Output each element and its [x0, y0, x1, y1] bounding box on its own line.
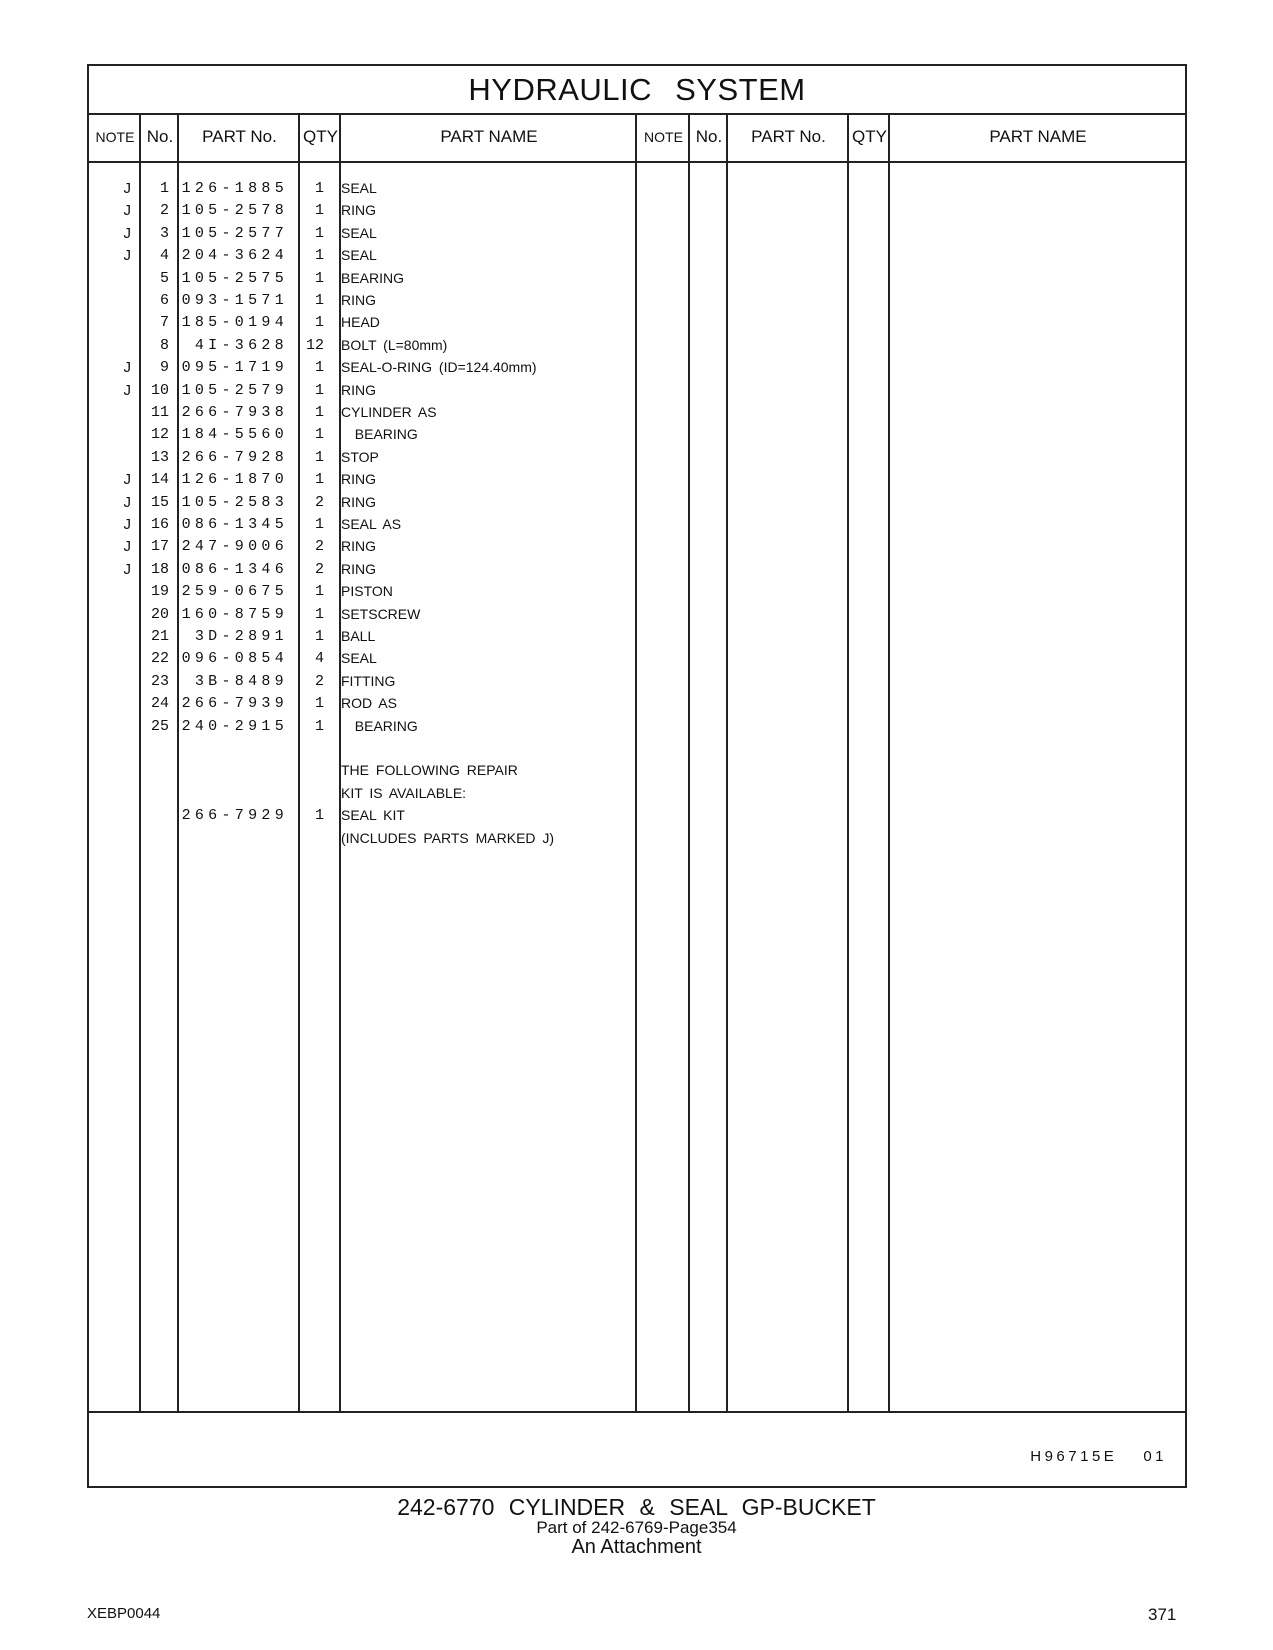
item-number-cell	[142, 759, 169, 782]
table-row	[89, 244, 669, 267]
quantity-cell	[294, 827, 324, 850]
header-no-right: No.	[695, 127, 723, 146]
table-row	[89, 759, 669, 782]
note-cell	[89, 804, 131, 827]
part-number-cell	[181, 782, 288, 805]
part-name-cell: CYLINDER AS	[341, 404, 437, 420]
table-row	[89, 737, 669, 760]
note-cell	[89, 737, 131, 760]
part-name-cell: RING	[341, 471, 376, 488]
note-cell: J	[123, 538, 131, 556]
table-header-row	[89, 113, 1185, 163]
item-number-cell	[142, 827, 169, 850]
part-number-cell: 266-7938	[181, 404, 288, 421]
note-cell	[89, 603, 131, 626]
drawing-revision: 01	[1143, 1448, 1167, 1465]
parts-list-body	[89, 163, 1185, 1411]
part-name-cell: RING	[341, 381, 376, 398]
table-row	[89, 379, 669, 402]
note-cell: J	[123, 224, 131, 242]
note-cell	[89, 715, 131, 738]
note-cell	[89, 423, 131, 446]
part-name-cell	[341, 737, 671, 760]
part-number-cell: 266-7929	[181, 807, 288, 825]
part-number-cell: 105-2575	[181, 269, 288, 287]
part-number-cell: 086-1345	[181, 516, 288, 533]
table-row	[89, 827, 669, 850]
note-cell: J	[123, 180, 131, 197]
item-number-cell: 17	[150, 538, 169, 556]
item-number-cell: 20	[150, 605, 169, 623]
quantity-cell: 1	[314, 314, 324, 332]
drawing-number: H96715E	[1030, 1448, 1118, 1465]
part-name-cell: BEARING	[341, 269, 405, 286]
table-row	[89, 267, 669, 290]
quantity-cell: 2	[314, 560, 324, 578]
quantity-cell: 1	[314, 516, 324, 533]
item-number-cell: 16	[150, 516, 169, 533]
table-row	[89, 446, 669, 469]
part-number-cell	[181, 759, 288, 782]
item-number-cell: 11	[150, 404, 169, 421]
header-note-right: NOTE	[644, 129, 683, 145]
note-cell	[89, 401, 131, 424]
table-row	[89, 199, 669, 222]
part-name-cell: PISTON	[341, 583, 393, 600]
quantity-cell: 1	[314, 247, 324, 265]
group-title: 242-6770 CYLINDER & SEAL GP-BUCKET	[397, 1494, 876, 1520]
part-name-cell: HEAD	[341, 314, 380, 331]
part-number-cell	[181, 827, 288, 850]
note-cell	[89, 334, 131, 357]
part-name-cell: FITTING	[341, 672, 396, 689]
table-row	[89, 603, 669, 626]
item-number-cell	[142, 804, 169, 827]
quantity-cell: 12	[305, 336, 324, 354]
note-cell	[89, 647, 131, 670]
note-cell	[89, 311, 131, 334]
quantity-cell: 1	[314, 695, 324, 713]
item-number-cell: 25	[150, 717, 169, 735]
table-row	[89, 513, 669, 536]
quantity-cell: 1	[314, 807, 324, 825]
table-row	[89, 647, 669, 670]
table-row	[89, 334, 669, 357]
item-number-cell: 23	[150, 672, 169, 690]
drawing-code	[1030, 1448, 1167, 1465]
note-cell	[89, 670, 131, 693]
quantity-cell: 1	[314, 292, 324, 309]
note-cell: J	[123, 381, 131, 399]
table-row	[89, 715, 669, 738]
table-row	[89, 535, 669, 558]
table-row	[89, 692, 669, 715]
part-name-cell: KIT IS AVAILABLE:	[341, 784, 467, 801]
note-cell: J	[123, 493, 131, 511]
header-note-left: NOTE	[95, 129, 135, 145]
note-cell	[89, 625, 131, 648]
table-row	[89, 625, 669, 648]
part-name-cell: THE FOLLOWING REPAIR	[341, 762, 518, 779]
note-cell	[89, 782, 131, 805]
note-cell	[89, 580, 131, 603]
quantity-cell: 1	[314, 224, 324, 242]
note-cell: J	[123, 560, 131, 578]
table-row	[89, 222, 669, 245]
part-number-cell	[181, 737, 288, 760]
header-part-no-right: PART No.	[751, 127, 826, 146]
part-number-cell: 3B-8489	[194, 672, 288, 690]
quantity-cell: 1	[314, 404, 324, 421]
item-number-cell: 10	[150, 381, 169, 399]
quantity-cell: 1	[314, 269, 324, 287]
item-number-cell: 7	[159, 314, 169, 332]
part-number-cell: 105-2577	[181, 224, 288, 242]
part-number-cell: 086-1346	[181, 560, 288, 578]
part-number-cell: 160-8759	[181, 605, 288, 623]
part-number-cell: 105-2579	[181, 381, 288, 399]
header-qty-right: QTY	[852, 127, 887, 146]
part-name-cell: RING	[341, 560, 376, 577]
item-number-cell: 3	[159, 224, 169, 242]
part-name-cell: (INCLUDES PARTS MARKED J)	[341, 829, 555, 846]
quantity-cell	[294, 782, 324, 805]
part-name-cell: ROD AS	[341, 695, 397, 712]
part-number-cell: 240-2915	[181, 717, 288, 735]
part-number-cell: 126-1885	[181, 180, 288, 197]
table-row	[89, 423, 669, 446]
part-number-cell: 184-5560	[181, 426, 288, 444]
note-cell	[89, 267, 131, 290]
table-row	[89, 491, 669, 514]
note-cell	[89, 759, 131, 782]
page-number: 371	[1148, 1605, 1177, 1624]
part-number-cell: 185-0194	[181, 314, 288, 332]
table-row	[89, 289, 669, 312]
note-cell	[89, 692, 131, 715]
quantity-cell: 2	[314, 672, 324, 690]
item-number-cell: 4	[159, 247, 169, 265]
quantity-cell: 1	[314, 583, 324, 601]
table-row	[89, 177, 669, 200]
item-number-cell: 5	[159, 269, 169, 287]
quantity-cell: 2	[314, 493, 324, 511]
part-name-cell: SEAL-O-RING (ID=124.40mm)	[341, 359, 537, 376]
item-number-cell: 18	[150, 560, 169, 578]
part-number-cell: 095-1719	[181, 359, 288, 377]
table-row	[89, 401, 669, 424]
quantity-cell: 1	[314, 717, 324, 735]
item-number-cell: 15	[150, 493, 169, 511]
table-row	[89, 558, 669, 581]
quantity-cell: 1	[314, 381, 324, 399]
item-number-cell: 13	[150, 448, 169, 466]
part-number-cell: 093-1571	[181, 292, 288, 309]
item-number-cell: 24	[150, 695, 169, 713]
part-name-cell: RING	[341, 493, 376, 510]
table-row	[89, 311, 669, 334]
part-name-cell: SETSCREW	[341, 605, 421, 622]
quantity-cell: 1	[314, 471, 324, 489]
note-cell: J	[123, 247, 131, 265]
part-name-cell: SEAL	[341, 247, 377, 264]
note-cell	[89, 446, 131, 469]
quantity-cell: 1	[314, 605, 324, 623]
item-number-cell	[142, 737, 169, 760]
table-row	[89, 670, 669, 693]
quantity-cell: 1	[314, 448, 324, 466]
note-cell: J	[123, 202, 131, 220]
note-cell: J	[123, 471, 131, 489]
header-part-name-right: PART NAME	[989, 127, 1087, 146]
part-number-cell: 105-2578	[181, 202, 288, 220]
part-name-cell: RING	[341, 292, 376, 308]
part-number-cell: 266-7928	[181, 448, 288, 466]
part-name-cell: SEAL	[341, 180, 377, 196]
header-qty-left: QTY	[303, 127, 338, 146]
part-name-cell: SEAL KIT	[341, 807, 405, 824]
item-number-cell: 1	[159, 180, 169, 197]
item-number-cell: 14	[150, 471, 169, 489]
table-row	[89, 580, 669, 603]
part-name-cell: SEAL	[341, 650, 377, 667]
document-id: XEBP0044	[87, 1605, 161, 1622]
note-cell: J	[123, 516, 131, 533]
quantity-cell: 1	[314, 359, 324, 377]
quantity-cell	[294, 737, 324, 760]
item-number-cell: 9	[159, 359, 169, 377]
part-number-cell: 105-2583	[181, 493, 288, 511]
part-number-cell: 096-0854	[181, 650, 288, 668]
note-cell	[89, 289, 131, 312]
table-row	[89, 804, 669, 827]
quantity-cell: 4	[314, 650, 324, 668]
quantity-cell	[294, 759, 324, 782]
part-name-cell: BALL	[341, 628, 376, 644]
part-number-cell: 259-0675	[181, 583, 288, 601]
quantity-cell: 1	[314, 180, 324, 197]
quantity-cell: 1	[314, 202, 324, 220]
table-row	[89, 468, 669, 491]
part-name-cell: STOP	[341, 448, 379, 465]
part-number-cell: 266-7939	[181, 695, 288, 713]
item-number-cell: 19	[150, 583, 169, 601]
part-number-cell: 126-1870	[181, 471, 288, 489]
table-row	[89, 782, 669, 805]
item-number-cell: 6	[159, 292, 169, 309]
part-name-cell: BOLT (L=80mm)	[341, 336, 448, 353]
item-number-cell	[142, 782, 169, 805]
group-subtitle: An Attachment	[571, 1536, 702, 1558]
part-name-cell: RING	[341, 538, 376, 555]
part-number-cell: 204-3624	[181, 247, 288, 265]
part-name-cell: BEARING	[341, 426, 418, 443]
part-number-cell: 247-9006	[181, 538, 288, 556]
item-number-cell: 22	[150, 650, 169, 668]
table-bottom-rule	[89, 1411, 1185, 1413]
section-title: HYDRAULIC SYSTEM	[89, 66, 1185, 115]
parts-table-frame	[87, 64, 1187, 1488]
quantity-cell: 1	[314, 628, 324, 645]
group-reference: Part of 242-6769-Page354	[536, 1518, 737, 1537]
quantity-cell: 2	[314, 538, 324, 556]
table-row	[89, 356, 669, 379]
item-number-cell: 21	[150, 628, 169, 645]
part-name-cell: BEARING	[341, 717, 418, 734]
part-number-cell: 4I-3628	[194, 336, 288, 354]
part-name-cell: SEAL AS	[341, 516, 402, 532]
quantity-cell: 1	[314, 426, 324, 444]
header-part-no-left: PART No.	[202, 127, 277, 146]
item-number-cell: 2	[159, 202, 169, 220]
item-number-cell: 8	[159, 336, 169, 354]
header-part-name-left: PART NAME	[440, 127, 538, 146]
note-cell: J	[123, 359, 131, 377]
item-number-cell: 12	[150, 426, 169, 444]
part-name-cell: SEAL	[341, 224, 377, 241]
header-no-left: No.	[146, 127, 174, 146]
part-number-cell: 3D-2891	[194, 628, 288, 645]
note-cell	[89, 827, 131, 850]
part-name-cell: RING	[341, 202, 376, 219]
